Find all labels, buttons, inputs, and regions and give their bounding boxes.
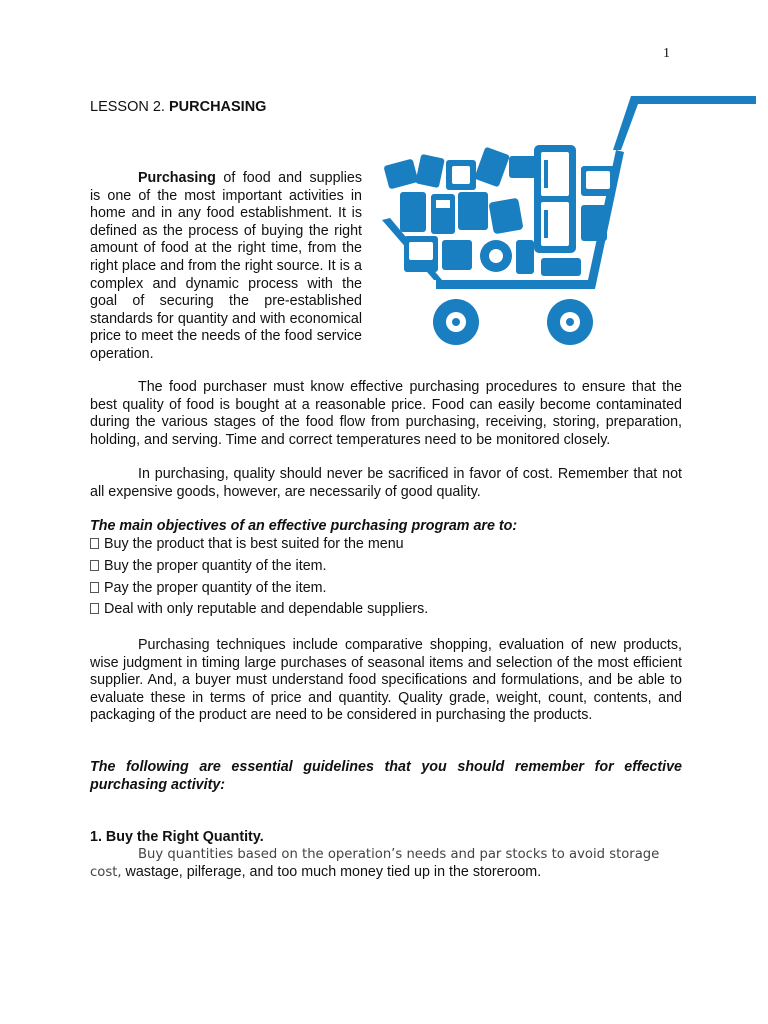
intro-paragraph bbox=[90, 170, 362, 364]
paragraph-food-purchaser: The food purchaser must know effective purchasing procedures to ensure that the best quality of food is bought at a reasonable price. Food can easily become contaminated during the various stages of the food flow from purchasing, receiving, storing, preparation, holding, and serving. Time and correct temperatures need to be monitored closely. bbox=[90, 379, 682, 448]
section-1-text-b: wastage, pilferage, and too much money tied up in the storeroom. bbox=[121, 863, 542, 880]
objectives-heading: The main objectives of an effective purchasing program are to: bbox=[90, 518, 518, 534]
checkbox-glyph-icon bbox=[90, 560, 99, 571]
checkbox-glyph-icon bbox=[90, 582, 99, 593]
paragraph-quality: In purchasing, quality should never be sacrificed in favor of cost. Remember that not all expensive goods, however, are necessarily of good quality. bbox=[90, 466, 682, 500]
list-item: Pay the proper quantity of the item. bbox=[90, 580, 428, 602]
section-1-text-a: Buy quantities based on the operation’s needs and par stocks to avoid storage cost, bbox=[90, 847, 660, 880]
guidelines-heading: The following are essential guidelines that you should remember for effective purchasing activity: bbox=[90, 759, 682, 793]
lesson-prefix: LESSON 2. bbox=[90, 99, 169, 115]
paragraph-techniques: Purchasing techniques include comparative shopping, evaluation of new products, wise judgment in timing large purchases of seasonal items and selection of the most efficient supplier. And, a buyer must understand food specifications and formulations, and be able to evaluate these in terms of price and quantity. Quality grade, weight, count, contents, and packaging of the product are need to be considered in purchasing the products. bbox=[90, 637, 682, 724]
page-number: 1 bbox=[663, 46, 670, 61]
section-1-paragraph bbox=[90, 846, 682, 881]
checkbox-glyph-icon bbox=[90, 603, 99, 614]
list-item: Deal with only reputable and dependable suppliers. bbox=[90, 601, 428, 623]
lesson-heading bbox=[90, 99, 266, 115]
intro-lead: Purchasing bbox=[138, 170, 216, 186]
intro-text: of food and supplies is one of the most important activities in home and in any food establishment. It is defined as the process of buying the right amount of food at the right time, from the right place and from the right source. It is a complex and dynamic process with the goal of securing the pre-established standards for quantity and with economical price to meet the needs of the food service operation. bbox=[90, 170, 362, 362]
list-item: Buy the product that is best suited for the menu bbox=[90, 536, 428, 558]
list-item: Buy the proper quantity of the item. bbox=[90, 558, 428, 580]
lesson-title: PURCHASING bbox=[168, 99, 267, 115]
section-1-title: 1. Buy the Right Quantity. bbox=[90, 829, 264, 845]
shopping-cart-icon bbox=[376, 90, 760, 350]
checkbox-glyph-icon bbox=[90, 538, 99, 549]
objectives-list bbox=[90, 536, 428, 623]
